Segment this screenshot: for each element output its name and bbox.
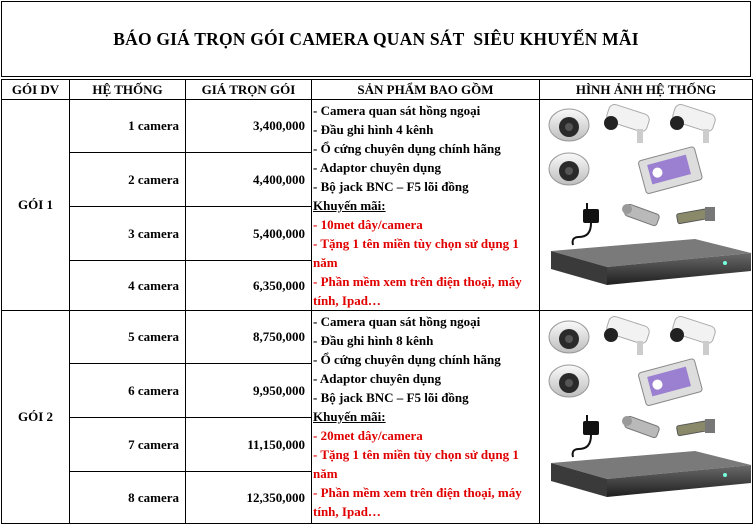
promo-item: - 20met dây/camera <box>313 428 423 443</box>
bnc-connector-icon <box>622 415 660 438</box>
bullet-camera-icon <box>670 103 717 143</box>
bnc-connector-icon <box>622 203 660 226</box>
hard-drive-icon <box>638 358 703 406</box>
product-item: - Adaptor chuyên dụng <box>313 371 441 386</box>
system-size: 2 camera <box>70 153 186 207</box>
system-size: 6 camera <box>70 364 186 418</box>
page-title: BÁO GIÁ TRỌN GÓI CAMERA QUAN SÁT SIÊU KHUYẾN MÃI <box>113 28 639 49</box>
promo-item: - Phần mềm xem trên điện thoại, máy tính, Ipad… <box>313 485 522 519</box>
header-products: SẢN PHẨM BAO GỒM <box>312 80 540 100</box>
product-list <box>312 311 540 524</box>
bullet-camera-icon <box>670 315 717 355</box>
promo-item: - Phần mềm xem trên điện thoại, máy tính, Ipad… <box>313 274 522 308</box>
header-images: HÌNH ẢNH HỆ THỐNG <box>540 80 753 100</box>
package-price: 11,150,000 <box>186 418 312 472</box>
power-adapter-icon <box>573 415 599 457</box>
dome-camera-icon <box>549 321 589 353</box>
package-price: 12,350,000 <box>186 472 312 524</box>
dome-camera-icon <box>549 153 589 185</box>
dvr-recorder-icon <box>551 239 751 285</box>
header-price: GIÁ TRỌN GÓI <box>186 80 312 100</box>
title-box <box>1 1 751 77</box>
dome-camera-icon <box>549 365 589 397</box>
system-size: 7 camera <box>70 418 186 472</box>
package-price: 5,400,000 <box>186 207 312 261</box>
system-size: 3 camera <box>70 207 186 261</box>
product-item: - Bộ jack BNC – F5 lõi đồng <box>313 179 469 194</box>
package-price: 9,950,000 <box>186 364 312 418</box>
system-image-cell <box>540 100 753 311</box>
promo-heading: Khuyến mãi: <box>313 409 386 424</box>
package-price: 4,400,000 <box>186 153 312 207</box>
system-image <box>545 103 754 308</box>
header-system: HỆ THỐNG <box>70 80 186 100</box>
header-row <box>2 80 753 100</box>
power-adapter-icon <box>573 203 599 245</box>
system-size: 5 camera <box>70 311 186 364</box>
hard-drive-icon <box>638 146 703 194</box>
package-price: 3,400,000 <box>186 100 312 153</box>
product-item: - Ổ cứng chuyên dụng chính hãng <box>313 352 501 367</box>
price-table <box>1 79 753 524</box>
dvr-recorder-icon <box>551 451 751 497</box>
bullet-camera-icon <box>604 103 651 143</box>
promo-item: - Tặng 1 tên miền tùy chọn sử dụng 1 năm <box>313 236 519 270</box>
product-list <box>312 100 540 311</box>
system-size: 1 camera <box>70 100 186 153</box>
f5-connector-icon <box>676 207 715 224</box>
promo-item: - Tặng 1 tên miền tùy chọn sử dụng 1 năm <box>313 447 519 481</box>
system-size: 8 camera <box>70 472 186 524</box>
f5-connector-icon <box>676 419 715 436</box>
bullet-camera-icon <box>604 315 651 355</box>
promo-heading: Khuyến mãi: <box>313 198 386 213</box>
product-item: - Đầu ghi hình 8 kênh <box>313 333 434 348</box>
product-item: - Ổ cứng chuyên dụng chính hãng <box>313 141 501 156</box>
package-price: 6,350,000 <box>186 261 312 311</box>
system-image-cell <box>540 311 753 524</box>
table-row <box>2 311 753 364</box>
dome-camera-icon <box>549 109 589 141</box>
product-item: - Adaptor chuyên dụng <box>313 160 441 175</box>
promo-item: - 10met dây/camera <box>313 217 423 232</box>
product-item: - Đầu ghi hình 4 kênh <box>313 122 434 137</box>
system-size: 4 camera <box>70 261 186 311</box>
package-name: GÓI 2 <box>2 311 70 524</box>
product-item: - Bộ jack BNC – F5 lõi đồng <box>313 390 469 405</box>
product-item: - Camera quan sát hồng ngoại <box>313 103 481 118</box>
table-row <box>2 100 753 153</box>
package-price: 8,750,000 <box>186 311 312 364</box>
package-name: GÓI 1 <box>2 100 70 311</box>
header-package: GÓI DV <box>2 80 70 100</box>
system-image <box>545 315 754 520</box>
product-item: - Camera quan sát hồng ngoại <box>313 314 481 329</box>
